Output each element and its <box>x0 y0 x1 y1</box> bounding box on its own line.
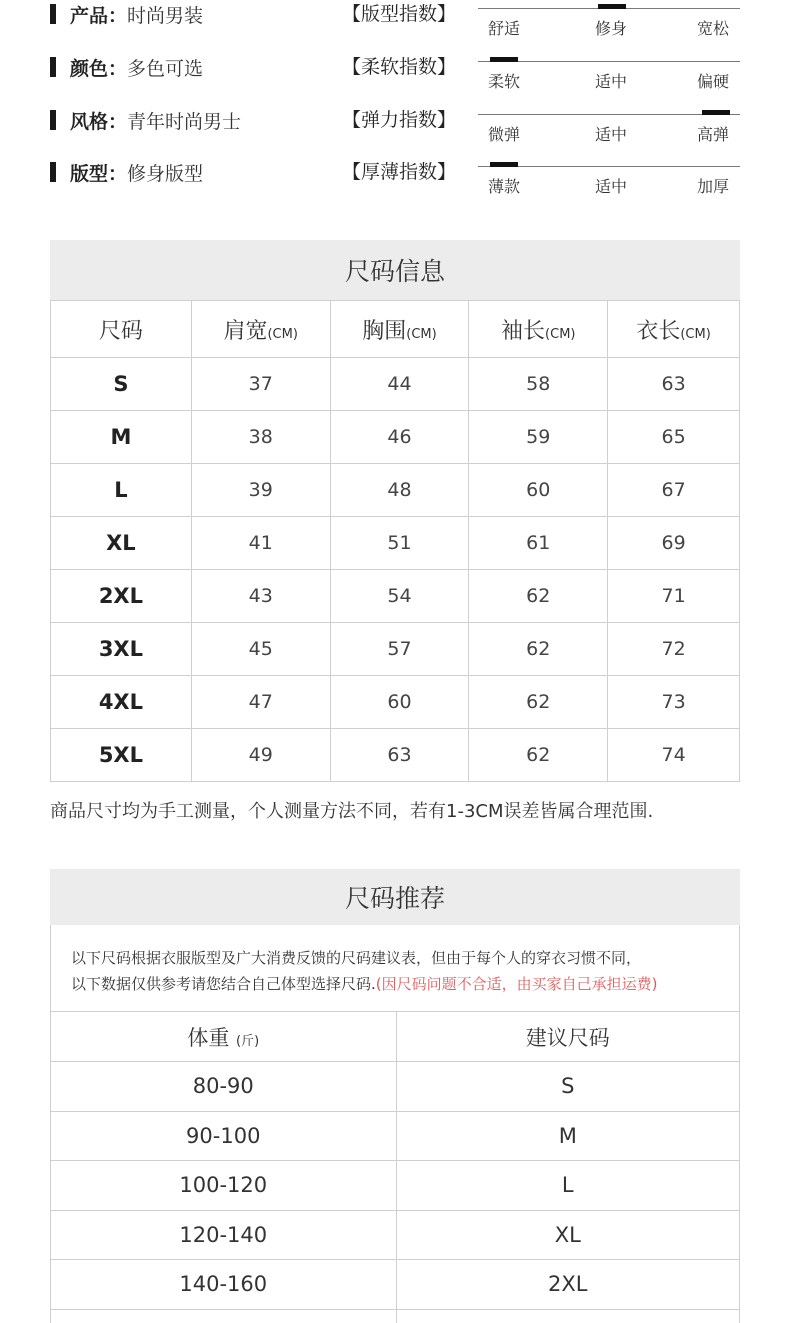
weight-unit: (斤) <box>236 1033 260 1049</box>
measurement-cell: 73 <box>608 676 740 729</box>
measurement-cell: 63 <box>608 358 740 411</box>
column-header: 袖长(CM) <box>469 301 608 358</box>
size-info-header <box>50 240 740 300</box>
description-line-2: 以下数据仅供参考请您结合自己体型选择尺码. <box>71 975 376 993</box>
attribute-value: 时尚男装 <box>127 4 204 27</box>
scale-label: 宽松 <box>697 19 730 38</box>
scale-label: 修身 <box>595 19 628 38</box>
index-scale <box>478 8 740 48</box>
table-header-row <box>51 1012 739 1062</box>
measurement-cell: 48 <box>330 464 469 517</box>
measurement-cell: 72 <box>608 623 740 676</box>
measurement-cell: 46 <box>330 411 469 464</box>
table-row <box>51 623 740 676</box>
measurement-cell: 65 <box>608 411 740 464</box>
size-cell: L <box>51 464 192 517</box>
column-header: 尺码 <box>51 301 192 358</box>
size-cell: 2XL <box>51 570 192 623</box>
attribute-value: 青年时尚男士 <box>127 110 242 133</box>
table-row <box>51 1062 739 1112</box>
size-cell: S <box>51 358 192 411</box>
attribute-key: 版型： <box>70 162 128 185</box>
scale-label: 适中 <box>595 177 628 196</box>
measurement-cell: 57 <box>330 623 469 676</box>
scale-label: 高弹 <box>697 125 730 144</box>
size-cell: XL <box>51 517 192 570</box>
size-cell: 4XL <box>51 676 192 729</box>
scale-label: 加厚 <box>697 177 730 196</box>
measurement-cell: 41 <box>191 517 330 570</box>
scale-label: 偏硬 <box>697 72 730 91</box>
table-row <box>51 358 740 411</box>
measurement-cell: 62 <box>469 570 608 623</box>
size-info-table <box>50 300 740 782</box>
scale-label: 薄款 <box>488 177 521 196</box>
attribute-row <box>50 160 203 184</box>
measurement-cell: 38 <box>191 411 330 464</box>
empty-cell <box>51 1309 396 1323</box>
size-recommend-box <box>50 925 740 1323</box>
attribute-row <box>50 2 203 26</box>
table-header-row <box>51 301 740 358</box>
measurement-cell: 45 <box>191 623 330 676</box>
measurement-cell: 74 <box>608 729 740 782</box>
index-title: 【厚薄指数】 <box>342 161 457 183</box>
weight-cell: 90-100 <box>51 1111 396 1161</box>
suggested-size-cell: 2XL <box>396 1260 739 1310</box>
index-title: 【弹力指数】 <box>342 109 457 131</box>
attribute-bullet <box>50 110 56 130</box>
suggested-size-cell: L <box>396 1161 739 1211</box>
attribute-key: 风格： <box>70 110 128 133</box>
index-title: 【版型指数】 <box>342 3 457 25</box>
scale-label: 舒适 <box>488 19 521 38</box>
table-row <box>51 517 740 570</box>
size-cell: 3XL <box>51 623 192 676</box>
index-scale <box>478 166 740 206</box>
weight-cell: 120-140 <box>51 1210 396 1260</box>
table-row <box>51 676 740 729</box>
table-row <box>51 1161 739 1211</box>
attribute-row <box>50 108 241 132</box>
table-row <box>51 570 740 623</box>
size-cell: 5XL <box>51 729 192 782</box>
measurement-cell: 71 <box>608 570 740 623</box>
column-header: 胸围(CM) <box>330 301 469 358</box>
suggested-size-cell: S <box>396 1062 739 1112</box>
table-row <box>51 1111 739 1161</box>
measurement-cell: 54 <box>330 570 469 623</box>
weight-cell: 140-160 <box>51 1260 396 1310</box>
measurement-cell: 44 <box>330 358 469 411</box>
suggested-size-cell: M <box>396 1111 739 1161</box>
shipping-warning: (因尺码问题不合适，由买家自己承担运费) <box>375 975 658 993</box>
size-cell: M <box>51 411 192 464</box>
measurement-cell: 58 <box>469 358 608 411</box>
size-recommend-title: 尺码推荐 <box>344 884 445 913</box>
attribute-bullet <box>50 57 56 77</box>
index-scale <box>478 114 740 154</box>
size-info-title: 尺码信息 <box>344 257 445 286</box>
scale-line <box>478 114 740 115</box>
index-title: 【柔软指数】 <box>342 56 457 78</box>
size-column-header: 建议尺码 <box>396 1012 739 1062</box>
measurement-cell: 51 <box>330 517 469 570</box>
scale-label: 适中 <box>595 72 628 91</box>
size-recommend-table <box>51 1011 739 1323</box>
scale-marker <box>702 110 730 115</box>
scale-marker <box>490 162 518 167</box>
measurement-cell: 61 <box>469 517 608 570</box>
size-recommend-description <box>71 945 658 997</box>
measurement-cell: 37 <box>191 358 330 411</box>
measurement-cell: 59 <box>469 411 608 464</box>
table-row <box>51 1210 739 1260</box>
table-row <box>51 1260 739 1310</box>
column-header: 肩宽(CM) <box>191 301 330 358</box>
weight-column-header: 体重 (斤) <box>51 1012 396 1062</box>
scale-label: 微弹 <box>488 125 521 144</box>
table-row <box>51 464 740 517</box>
column-header: 衣长(CM) <box>608 301 740 358</box>
measurement-cell: 47 <box>191 676 330 729</box>
attribute-key: 颜色： <box>70 57 128 80</box>
measurement-cell: 62 <box>469 623 608 676</box>
measurement-cell: 49 <box>191 729 330 782</box>
table-row <box>51 729 740 782</box>
measurement-note: 商品尺寸均为手工测量，个人测量方法不同，若有1-3CM误差皆属合理范围. <box>50 801 654 822</box>
measurement-cell: 62 <box>469 729 608 782</box>
table-row <box>51 1309 739 1323</box>
attribute-key: 产品： <box>70 4 128 27</box>
attribute-bullet <box>50 4 56 24</box>
table-row <box>51 411 740 464</box>
scale-marker <box>598 4 626 9</box>
attribute-row <box>50 55 203 79</box>
attribute-bullet <box>50 162 56 182</box>
index-scale <box>478 61 740 101</box>
size-recommend-header <box>50 869 740 925</box>
measurement-cell: 63 <box>330 729 469 782</box>
measurement-cell: 60 <box>330 676 469 729</box>
attribute-value: 多色可选 <box>127 57 204 80</box>
scale-label: 柔软 <box>488 72 521 91</box>
measurement-cell: 67 <box>608 464 740 517</box>
empty-cell <box>396 1309 739 1323</box>
measurement-cell: 69 <box>608 517 740 570</box>
measurement-cell: 39 <box>191 464 330 517</box>
measurement-cell: 60 <box>469 464 608 517</box>
scale-label: 适中 <box>595 125 628 144</box>
attribute-value: 修身版型 <box>127 162 204 185</box>
description-line-1: 以下尺码根据衣服版型及广大消费反馈的尺码建议表，但由于每个人的穿衣习惯不同， <box>71 949 642 967</box>
weight-cell: 100-120 <box>51 1161 396 1211</box>
weight-cell: 80-90 <box>51 1062 396 1112</box>
measurement-cell: 62 <box>469 676 608 729</box>
measurement-cell: 43 <box>191 570 330 623</box>
scale-marker <box>490 57 518 62</box>
suggested-size-cell: XL <box>396 1210 739 1260</box>
